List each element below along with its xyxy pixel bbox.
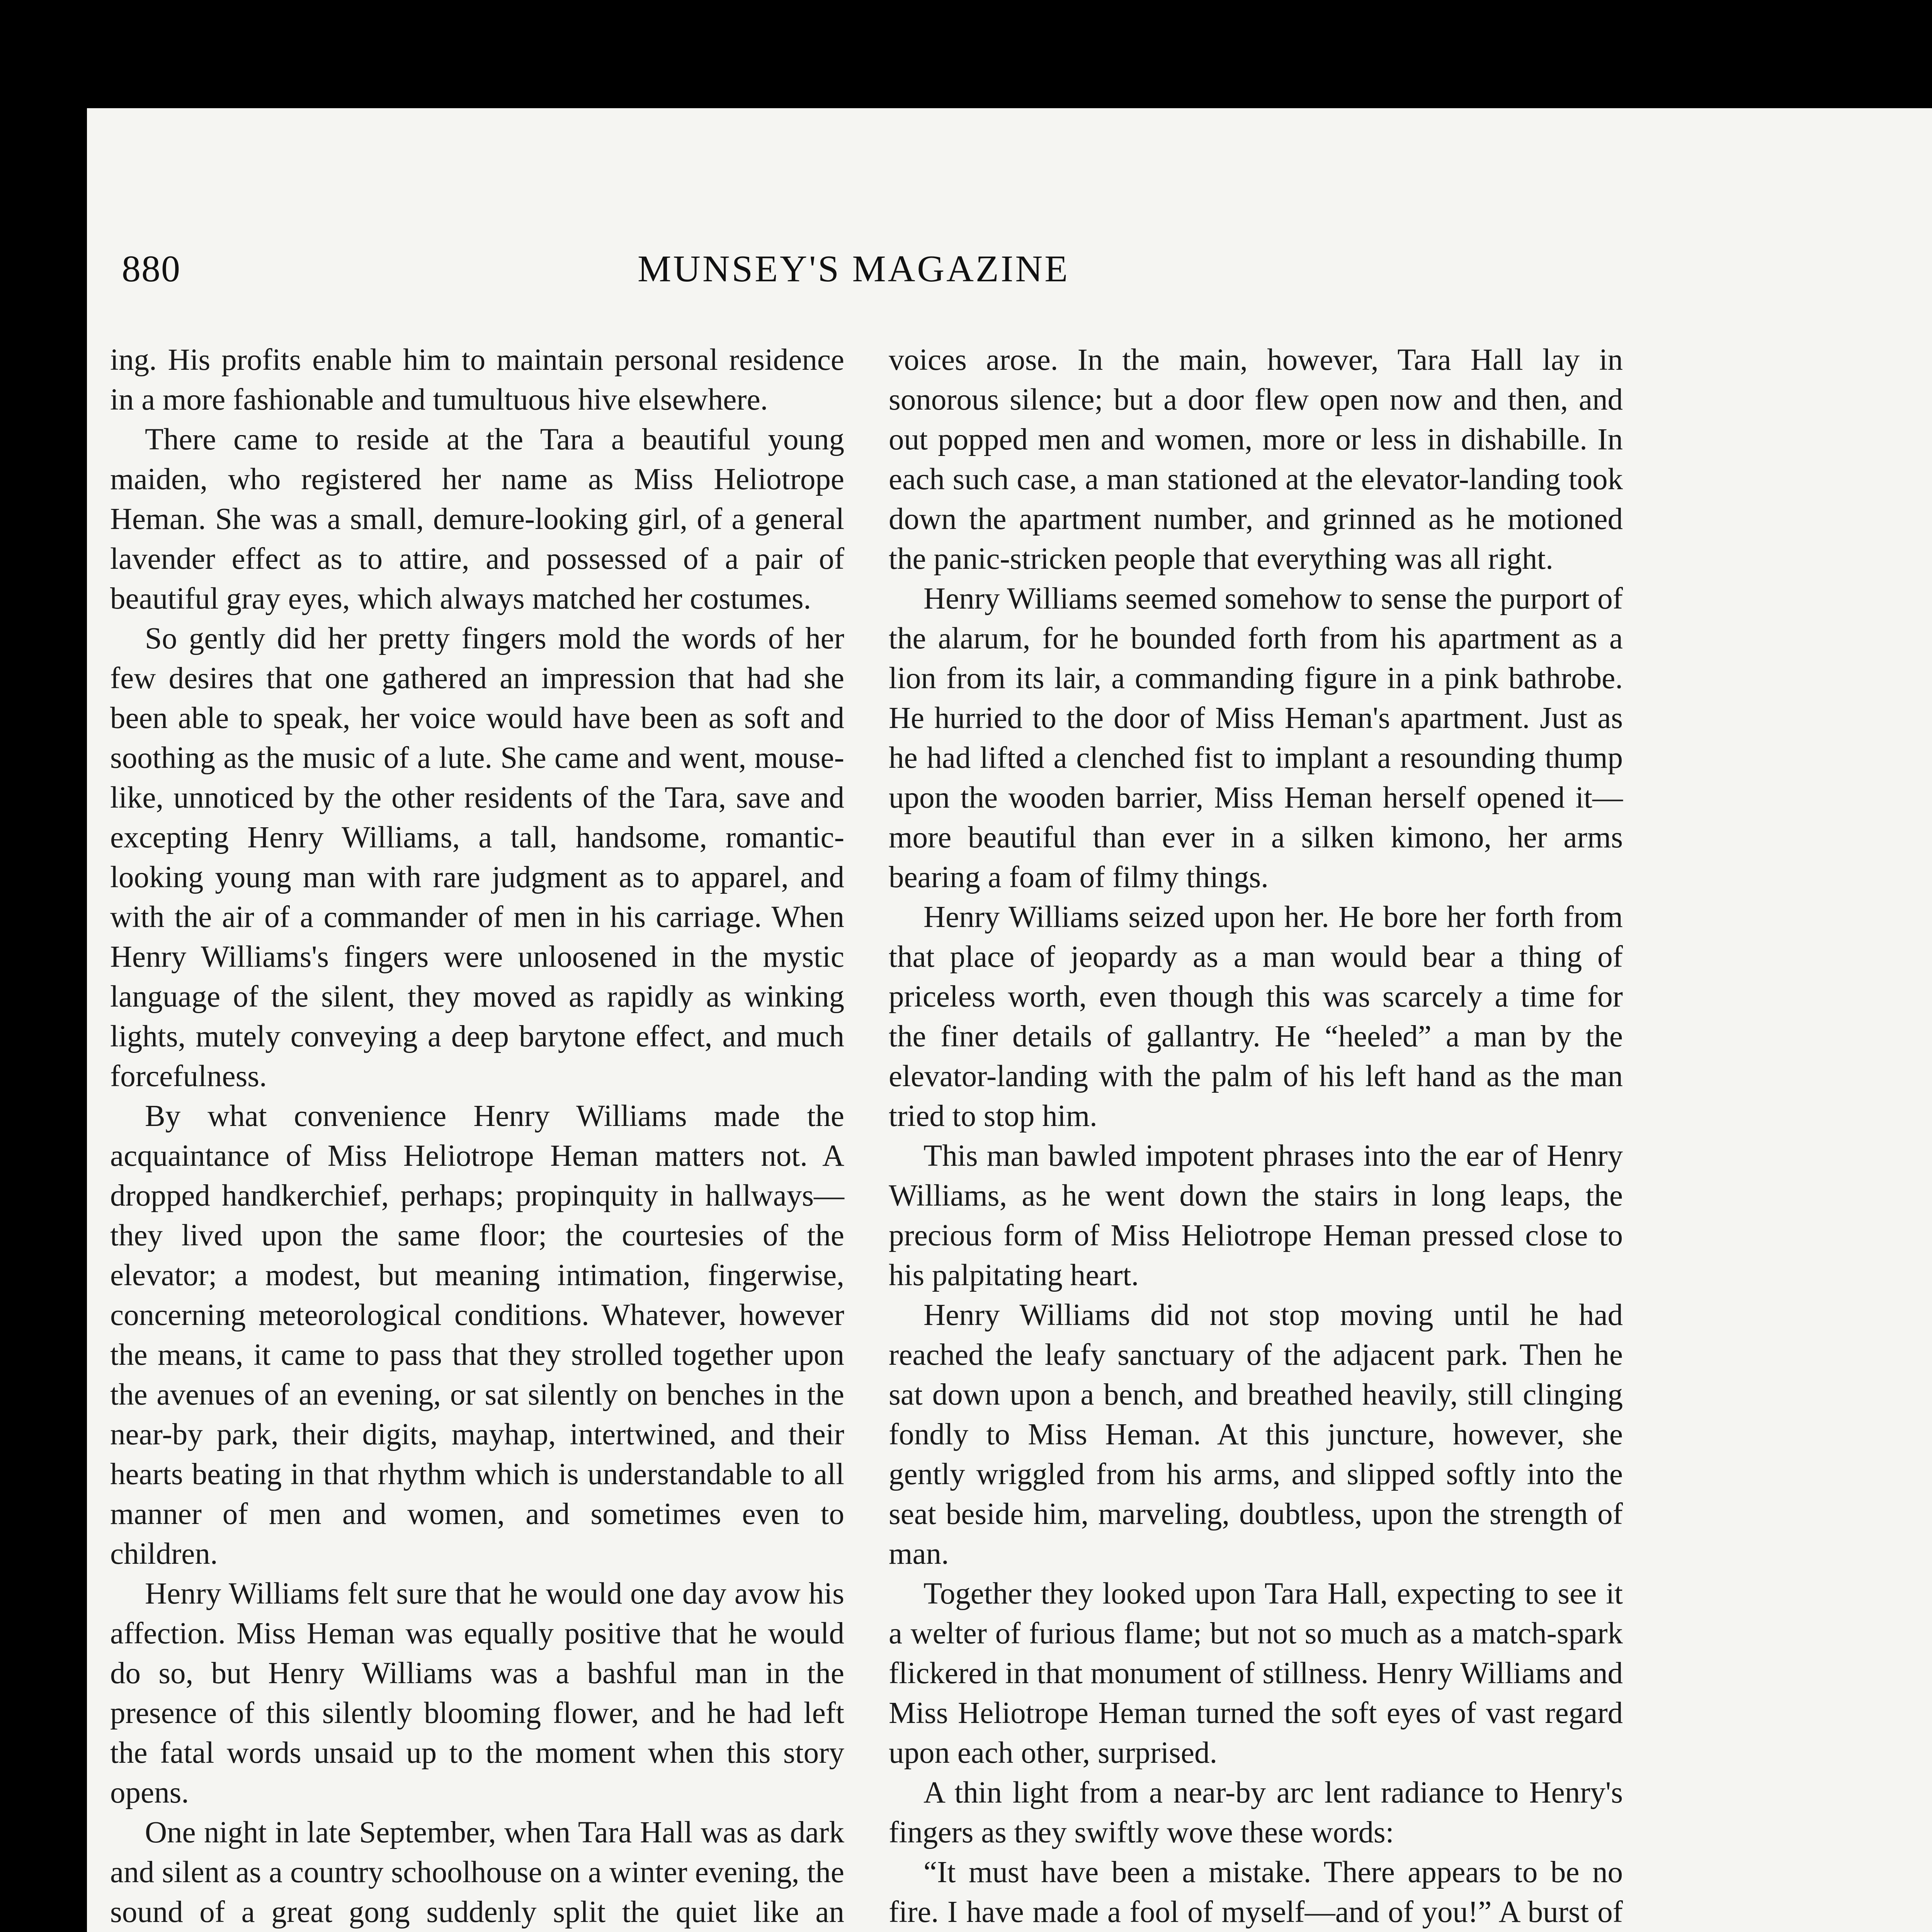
paragraph: Henry Williams seized upon her. He bore her forth from that place of jeopardy as a man would bear a thing of priceless worth, even though this was scarcely a time for the finer details of gallantry. He “heeled” a man by the elevator-landing with the palm of his left hand as the man tried to stop him. [889, 900, 1623, 1133]
page-header [0, 247, 1932, 301]
paragraph: Together they looked upon Tara Hall, expecting to see it a welter of furious flame; but not so much as a match-spark flickered in that monument of stillness. Henry Williams and Miss Heliotrope Heman turned the soft eyes of vast regard upon each other, surprised. [889, 1577, 1623, 1770]
page-number: 880 [122, 248, 181, 290]
running-head: MUNSEY'S MAGAZINE [638, 248, 1070, 290]
paragraph: voices arose. In the main, however, Tara Hall lay in sonorous silence; but a door flew open now and then, and out popped men and women, more or less in dishabille. In each such case, a man stationed at the elevator-landing took down the apartment number, and grinned as he motioned the panic-stricken people that everything was all right. [889, 343, 1623, 576]
left-column [110, 340, 844, 1932]
paragraph: Henry Williams did not stop moving until he had reached the leafy sanctuary of the adjacent park. Then he sat down upon a bench, and breathed heavily, still clinging fondly to Miss Heman. At this juncture, however, she gently wriggled from his arms, and slipped softly into the seat beside him, marveling, doubtless, upon the strength of man. [889, 1298, 1623, 1571]
paragraph: A thin light from a near-by arc lent radiance to Henry's fingers as they swiftly wove these words: [889, 1776, 1623, 1849]
paragraph: By what convenience Henry Williams made the acquaintance of Miss Heliotrope Heman matters not. A dropped handkerchief, perhaps; propinquity in hallways—they lived upon the same floor; the courtesies of the elevator; a modest, but meaning intimation, fingerwise, concerning meteorological conditions. Whatever, however the means, it came to pass that they strolled together upon the avenues of an evening, or sat silently on benches in the near-by park, their digits, mayhap, intertwined, and their hearts beating in that rhythm which is understandable to all manner of men and women, and sometimes even to children. [110, 1099, 844, 1571]
paragraph: So gently did her pretty fingers mold the words of her few desires that one gathered an impression that had she been able to speak, her voice would have been as soft and soothing as the music of a lute. She came and went, mouse-like, unnoticed by the other residents of the Tara, save and excepting Henry Williams, a tall, handsome, romantic-looking young man with rare judgment as to apparel, and with the air of a commander of men in his carriage. When Henry Williams's fingers were unloosened in the mystic language of the silent, they moved as rapidly as winking lights, mutely conveying a deep barytone effect, and much forcefulness. [110, 622, 844, 1093]
paragraph: “It must have been a mistake. There appears to be no fire. I have made a fool of myself—and of you!” A burst of [889, 1855, 1623, 1929]
paragraph: ing. His profits enable him to maintain personal residence in a more fashionable and tumultuous hive elsewhere. [110, 343, 844, 417]
paragraph: Henry Williams felt sure that he would one day avow his affection. Miss Heman was equally positive that he would do so, but Henry Williams was a bashful man in the presence of this silently blooming flower, and he had left the fatal words unsaid up to the moment when this story opens. [110, 1577, 844, 1810]
paragraph: One night in late September, when Tara Hall was as dark and silent as a country schoolhouse on a winter evening, the sound of a great gong suddenly split the quiet like an [110, 1816, 844, 1929]
paragraph: Henry Williams seemed somehow to sense the purport of the alarum, for he bounded forth from his apartment as a lion from its lair, a commanding figure in a pink bathrobe. He hurried to the door of Miss Heman's apartment. Just as he had lifted a clenched fist to implant a resounding thump upon the wooden barrier, Miss Heman herself opened it—more beautiful than ever in a silken kimono, her arms bearing a foam of filmy things. [889, 582, 1623, 894]
paragraph: There came to reside at the Tara a beautiful young maiden, who registered her name as Miss Heliotrope Heman. She was a small, demure-looking girl, of a general lavender effect as to attire, and possessed of a pair of beautiful gray eyes, which always matched her costumes. [110, 423, 844, 616]
paragraph: This man bawled impotent phrases into the ear of Henry Williams, as he went down the stairs in long leaps, the precious form of Miss Heliotrope Heman pressed close to his palpitating heart. [889, 1139, 1623, 1292]
right-column [889, 340, 1623, 1932]
